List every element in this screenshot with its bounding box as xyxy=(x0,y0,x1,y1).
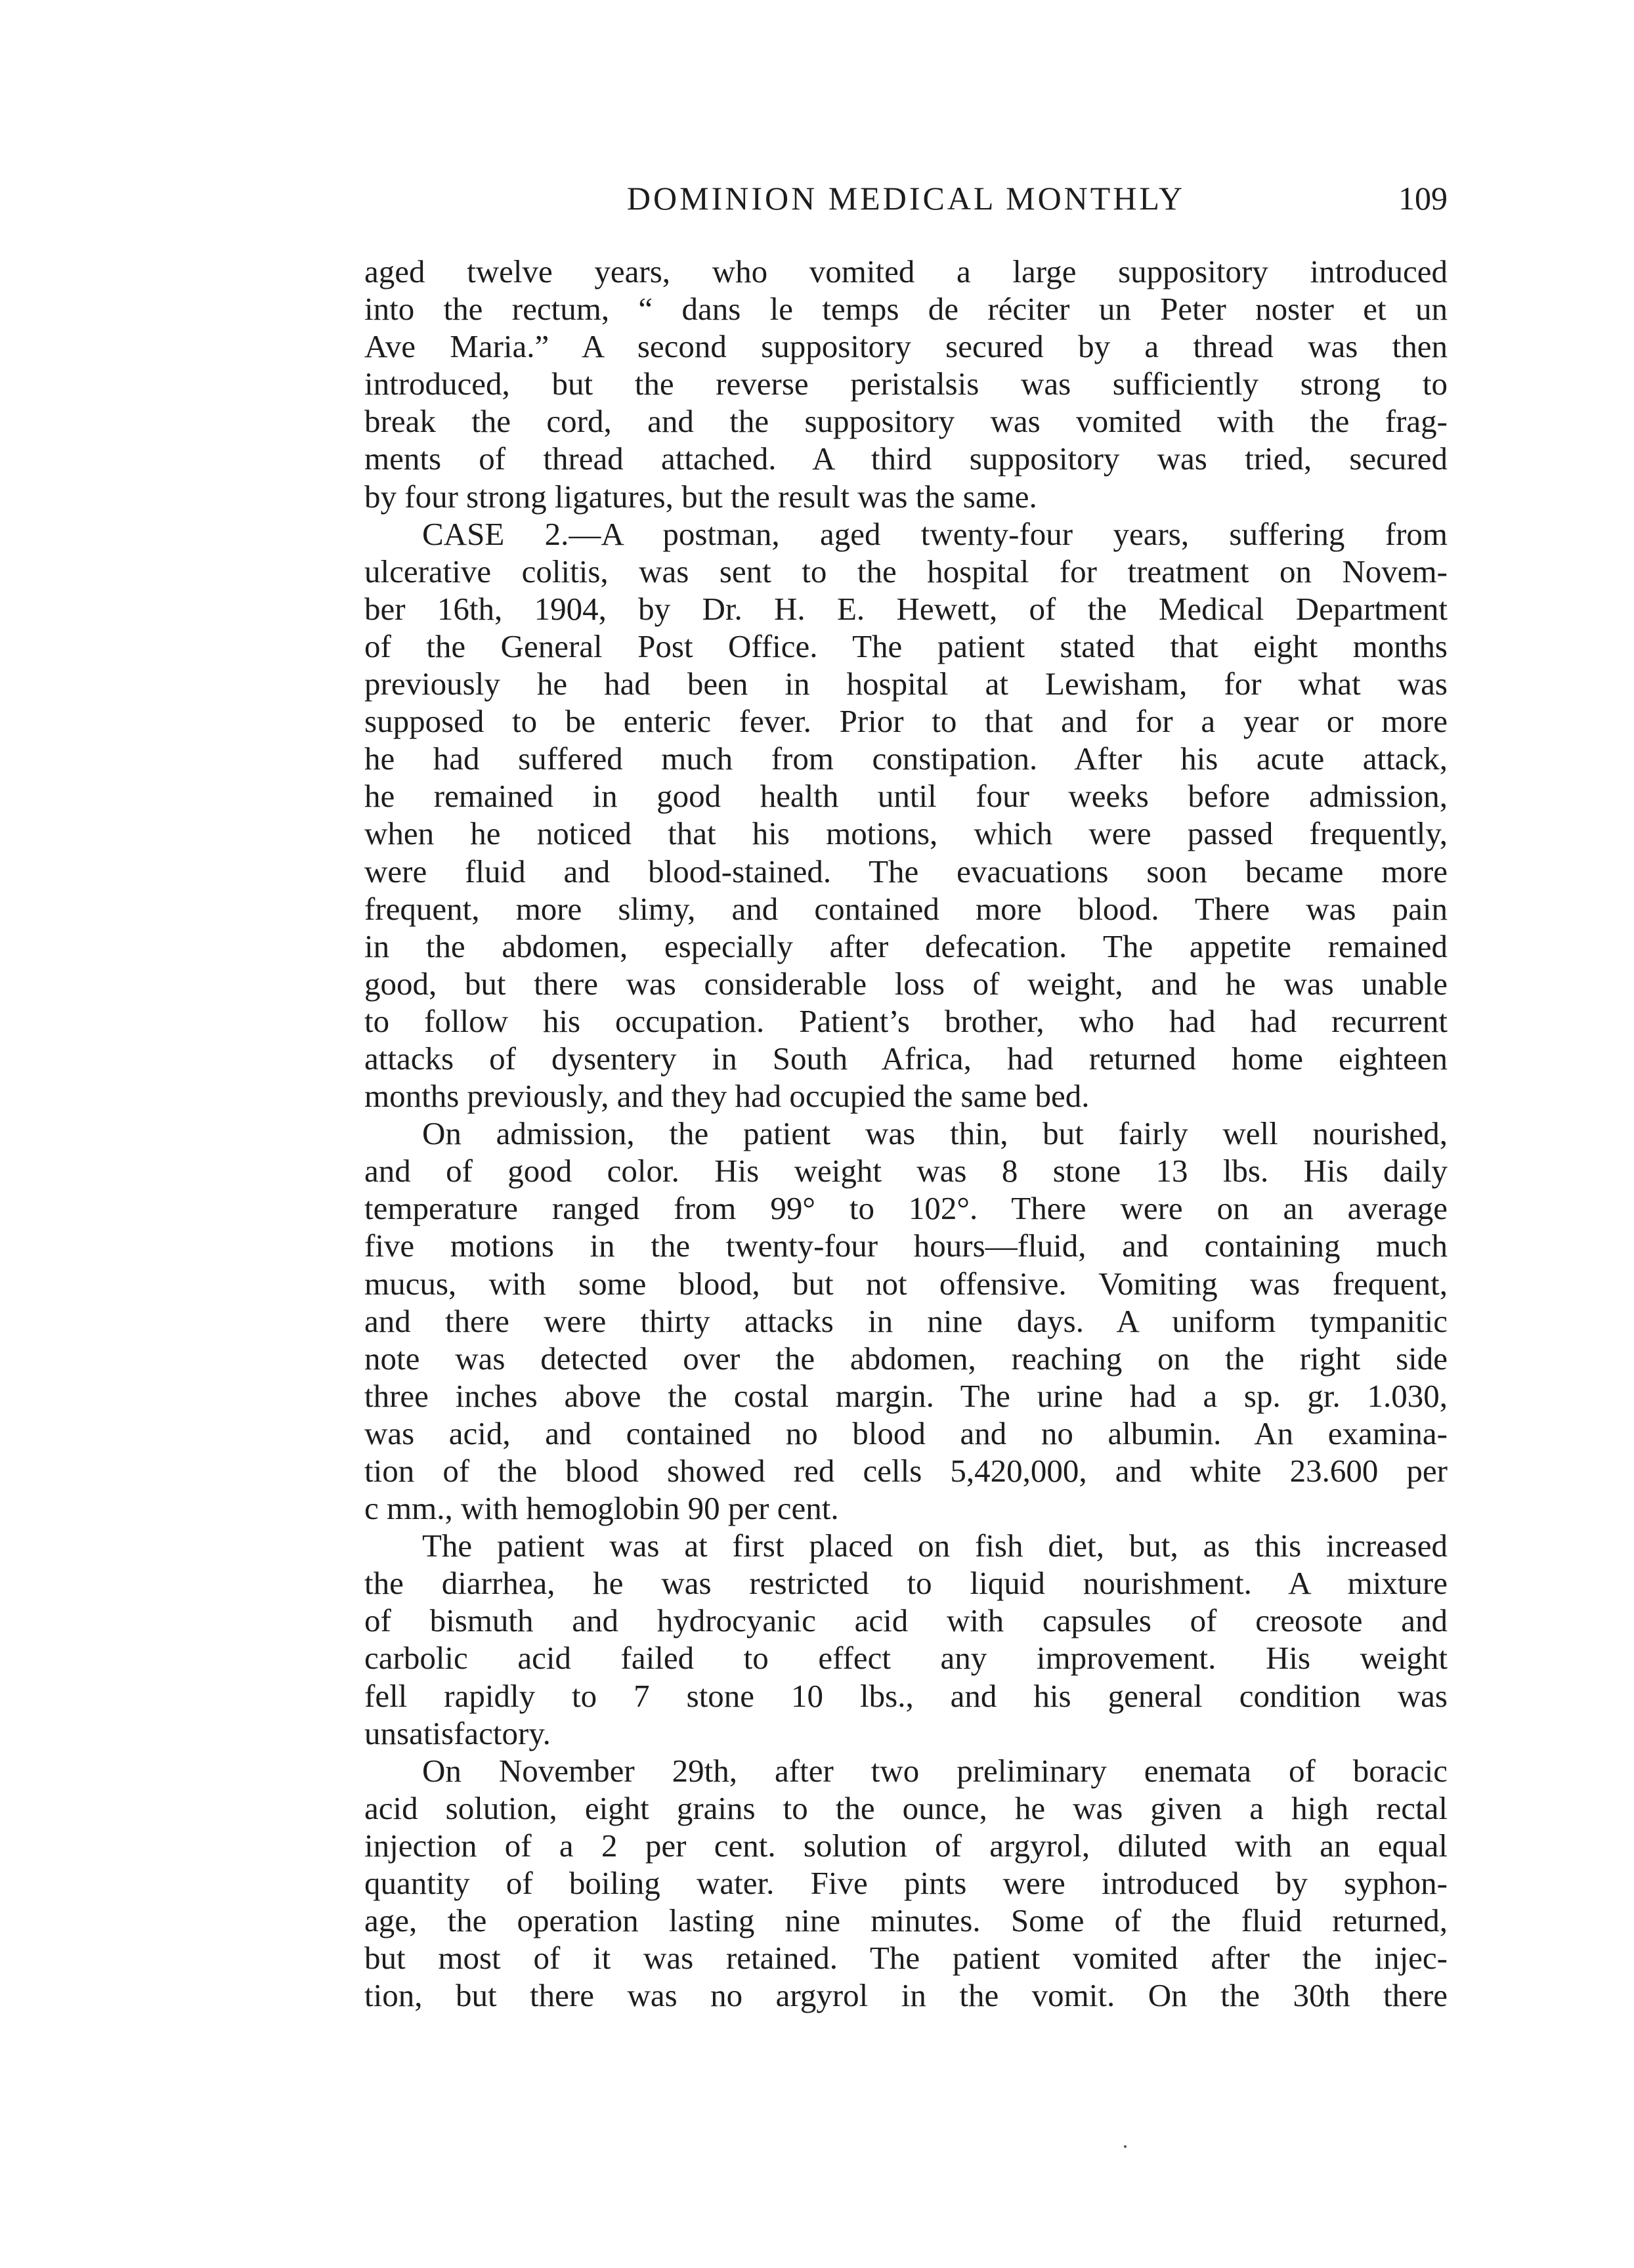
text-line: carbolic acid failed to effect any improvement. His weight xyxy=(364,1640,1448,1677)
text-line: c mm., with hemoglobin 90 per cent. xyxy=(364,1490,839,1527)
print-speck xyxy=(1124,2145,1127,2148)
text-line: of bismuth and hydrocyanic acid with capsules of creosote and xyxy=(364,1602,1448,1639)
text-line: and there were thirty attacks in nine days. A uniform tympanitic xyxy=(364,1302,1448,1339)
text-line: mucus, with some blood, but not offensive. Vomiting was frequent, xyxy=(364,1265,1448,1302)
text-line: previously he had been in hospital at Lewisham, for what was xyxy=(364,666,1448,702)
text-line: quantity of boiling water. Five pints were introduced by syphon- xyxy=(364,1865,1448,1902)
text-line: temperature ranged from 99° to 102°. There were on an average xyxy=(364,1190,1448,1227)
text-line: of the General Post Office. The patient stated that eight months xyxy=(364,628,1448,664)
text-line: Ave Maria.” A second suppository secured by a thread was then xyxy=(364,328,1448,365)
text-line: acid solution, eight grains to the ounce, he was given a high rectal xyxy=(364,1789,1448,1826)
text-line: he remained in good health until four weeks before admission, xyxy=(364,778,1448,815)
text-line: fell rapidly to 7 stone 10 lbs., and his general condition was xyxy=(364,1677,1448,1714)
text-line: months previously, and they had occupied the same bed. xyxy=(364,1078,1090,1115)
paragraph-1 xyxy=(364,253,1448,515)
text-line: tion of the blood showed red cells 5,420,000, and white 23.600 per xyxy=(364,1453,1448,1489)
text-line: unsatisfactory. xyxy=(364,1715,551,1751)
page-number: 109 xyxy=(1398,180,1448,217)
text-line: the diarrhea, he was restricted to liquid nourishment. A mixture xyxy=(364,1565,1448,1602)
text-line: CASE 2.—A postman, aged twenty-four years, suffering from xyxy=(422,515,1448,552)
paragraph-5 xyxy=(364,1752,1448,2015)
text-line: by four strong ligatures, but the result was the same. xyxy=(364,478,1037,515)
text-line: injection of a 2 per cent. solution of argyrol, diluted with an equal xyxy=(364,1827,1448,1864)
text-line: break the cord, and the suppository was vomited with the frag- xyxy=(364,403,1448,440)
text-line: introduced, but the reverse peristalsis was sufficiently strong to xyxy=(364,366,1448,402)
text-line: note was detected over the abdomen, reaching on the right side xyxy=(364,1340,1448,1377)
text-line: and of good color. His weight was 8 stone 13 lbs. His daily xyxy=(364,1153,1448,1189)
text-line: ber 16th, 1904, by Dr. H. E. Hewett, of the Medical Department xyxy=(364,590,1448,627)
text-line: into the rectum, “ dans le temps de réciter un Peter noster et un xyxy=(364,291,1448,328)
text-line: ments of thread attached. A third suppository was tried, secured xyxy=(364,440,1448,477)
text-line: ulcerative colitis, was sent to the hospital for treatment on Novem- xyxy=(364,553,1448,589)
paragraph-3 xyxy=(364,1115,1448,1527)
paragraph-2 xyxy=(364,515,1448,1115)
text-line: good, but there was considerable loss of weight, and he was unable xyxy=(364,965,1448,1002)
text-line: three inches above the costal margin. The urine had a sp. gr. 1.030, xyxy=(364,1377,1448,1414)
body-text xyxy=(364,253,1448,2014)
text-line: supposed to be enteric fever. Prior to that and for a year or more xyxy=(364,703,1448,740)
text-line: aged twelve years, who vomited a large suppository introduced xyxy=(364,253,1448,289)
text-line: when he noticed that his motions, which were passed frequently, xyxy=(364,815,1448,852)
text-line: On admission, the patient was thin, but fairly well nourished, xyxy=(422,1115,1448,1152)
text-line: attacks of dysentery in South Africa, had returned home eighteen xyxy=(364,1040,1448,1077)
text-line: in the abdomen, especially after defecation. The appetite remained xyxy=(364,928,1448,964)
text-line: five motions in the twenty-four hours—fluid, and containing much xyxy=(364,1228,1448,1264)
running-title: DOMINION MEDICAL MONTHLY xyxy=(626,180,1186,217)
running-head xyxy=(364,172,1448,225)
text-line: The patient was at first placed on fish diet, but, as this increased xyxy=(422,1528,1448,1564)
text-line: but most of it was retained. The patient vomited after the injec- xyxy=(364,1940,1448,1977)
text-line: frequent, more slimy, and contained more blood. There was pain xyxy=(364,890,1448,927)
text-line: On November 29th, after two preliminary enemata of boracic xyxy=(422,1752,1448,1789)
text-line: were fluid and blood-stained. The evacuations soon became more xyxy=(364,853,1448,889)
text-line: age, the operation lasting nine minutes. Some of the fluid returned, xyxy=(364,1902,1448,1939)
text-line: to follow his occupation. Patient’s brother, who had had recurrent xyxy=(364,1002,1448,1039)
paragraph-4 xyxy=(364,1527,1448,1752)
text-line: was acid, and contained no blood and no albumin. An examina- xyxy=(364,1415,1448,1451)
text-line: he had suffered much from constipation. After his acute attack, xyxy=(364,740,1448,777)
text-line: tion, but there was no argyrol in the vomit. On the 30th there xyxy=(364,1977,1448,2014)
